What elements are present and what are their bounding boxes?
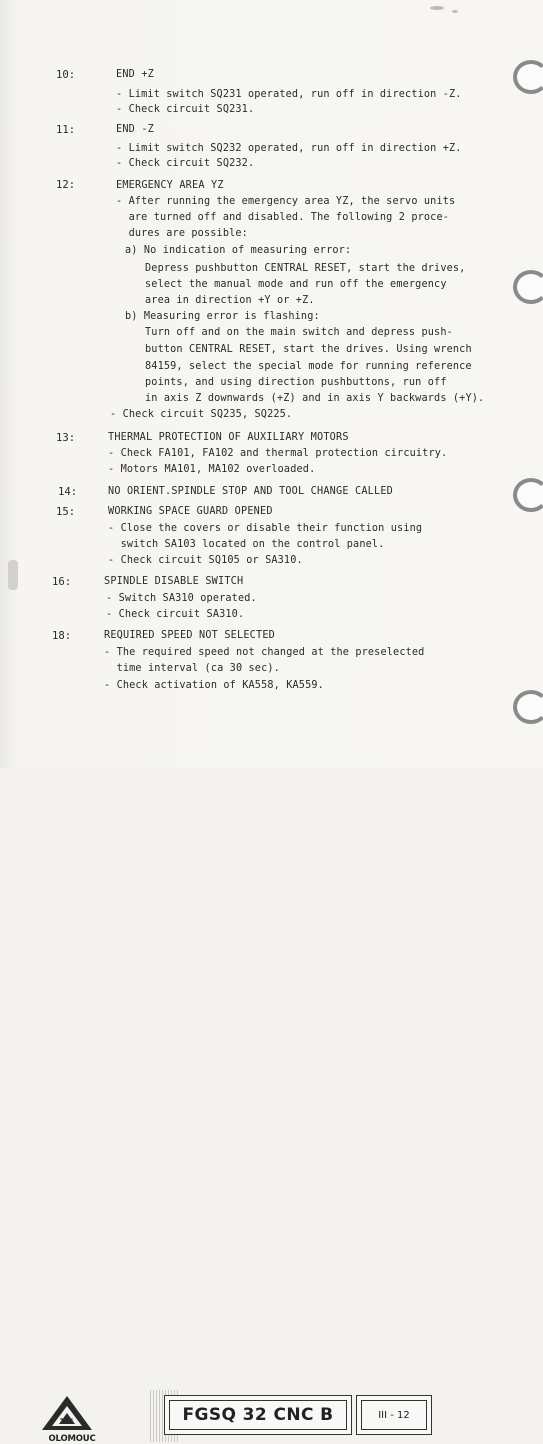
- item-line: - The required speed not changed at the preselected: [104, 647, 425, 658]
- item-line: - Check activation of KA558, KA559.: [104, 680, 324, 691]
- item-title: EMERGENCY AREA YZ: [116, 180, 224, 191]
- model-label: FGSQ 32 CNC B: [169, 1400, 347, 1430]
- page-number: III - 12: [361, 1400, 427, 1430]
- item-line: - Check circuit SQ232.: [116, 158, 255, 169]
- item-line: - Limit switch SQ231 operated, run off in direction -Z.: [116, 89, 462, 100]
- item-line: select the manual mode and run off the emergency: [145, 279, 447, 290]
- item-line: - Check FA101, FA102 and thermal protection circuitry.: [108, 448, 448, 459]
- item-line: 84159, select the special mode for running reference: [145, 361, 472, 372]
- item-number: 10:: [56, 69, 76, 81]
- item-line: - Check circuit SQ235, SQ225.: [110, 409, 293, 420]
- item-title: NO ORIENT.SPINDLE STOP AND TOOL CHANGE CALLED: [108, 486, 394, 497]
- item-line: - Check circuit SQ105 or SA310.: [108, 555, 303, 566]
- item-number: 12:: [56, 179, 76, 191]
- item-line: - Motors MA101, MA102 overloaded.: [108, 464, 316, 475]
- item-title: END -Z: [116, 124, 155, 135]
- item-line: area in direction +Y or +Z.: [145, 295, 315, 306]
- item-title: END +Z: [116, 69, 155, 80]
- item-line: - Close the covers or disable their function using: [108, 523, 423, 534]
- item-title: REQUIRED SPEED NOT SELECTED: [104, 630, 276, 641]
- item-title: SPINDLE DISABLE SWITCH: [104, 576, 244, 587]
- item-line: Turn off and on the main switch and depress push-: [145, 327, 453, 338]
- model-box: [164, 1395, 352, 1435]
- page-number-box: [356, 1395, 432, 1435]
- item-line: in axis Z downwards (+Z) and in axis Y backwards (+Y).: [145, 393, 485, 404]
- item-line: - Switch SA310 operated.: [106, 593, 257, 604]
- item-line: - Check circuit SQ231.: [116, 104, 255, 115]
- page-footer: [0, 690, 543, 1444]
- item-number: 15:: [56, 506, 76, 518]
- item-line: switch SA103 located on the control panel.: [108, 539, 385, 550]
- logo-city: OLOMOUC: [48, 1434, 96, 1444]
- logo-letters: TOS: [60, 1418, 74, 1425]
- item-line: - After running the emergency area YZ, the servo units: [116, 196, 456, 207]
- item-number: 16:: [52, 576, 72, 588]
- tos-logo-icon: [40, 1394, 94, 1432]
- item-line: points, and using direction pushbuttons, run off: [145, 377, 447, 388]
- item-line: - Check circuit SA310.: [106, 609, 245, 620]
- item-title: WORKING SPACE GUARD OPENED: [108, 506, 273, 517]
- item-line: - Limit switch SQ232 operated, run off in direction +Z.: [116, 143, 462, 154]
- item-number: 18:: [52, 630, 72, 642]
- item-line: button CENTRAL RESET, start the drives. Using wrench: [145, 344, 472, 355]
- item-number: 14:: [58, 486, 78, 498]
- item-line: time interval (ca 30 sec).: [104, 663, 280, 674]
- item-line: dures are possible:: [116, 228, 248, 239]
- item-number: 11:: [56, 124, 76, 136]
- item-subheading: b) Measuring error is flashing:: [125, 311, 320, 322]
- item-line: are turned off and disabled. The following 2 proce-: [116, 212, 450, 223]
- item-subheading: a) No indication of measuring error:: [125, 245, 352, 256]
- item-number: 13:: [56, 432, 76, 444]
- item-line: Depress pushbutton CENTRAL RESET, start the drives,: [145, 263, 466, 274]
- item-title: THERMAL PROTECTION OF AUXILIARY MOTORS: [108, 432, 349, 443]
